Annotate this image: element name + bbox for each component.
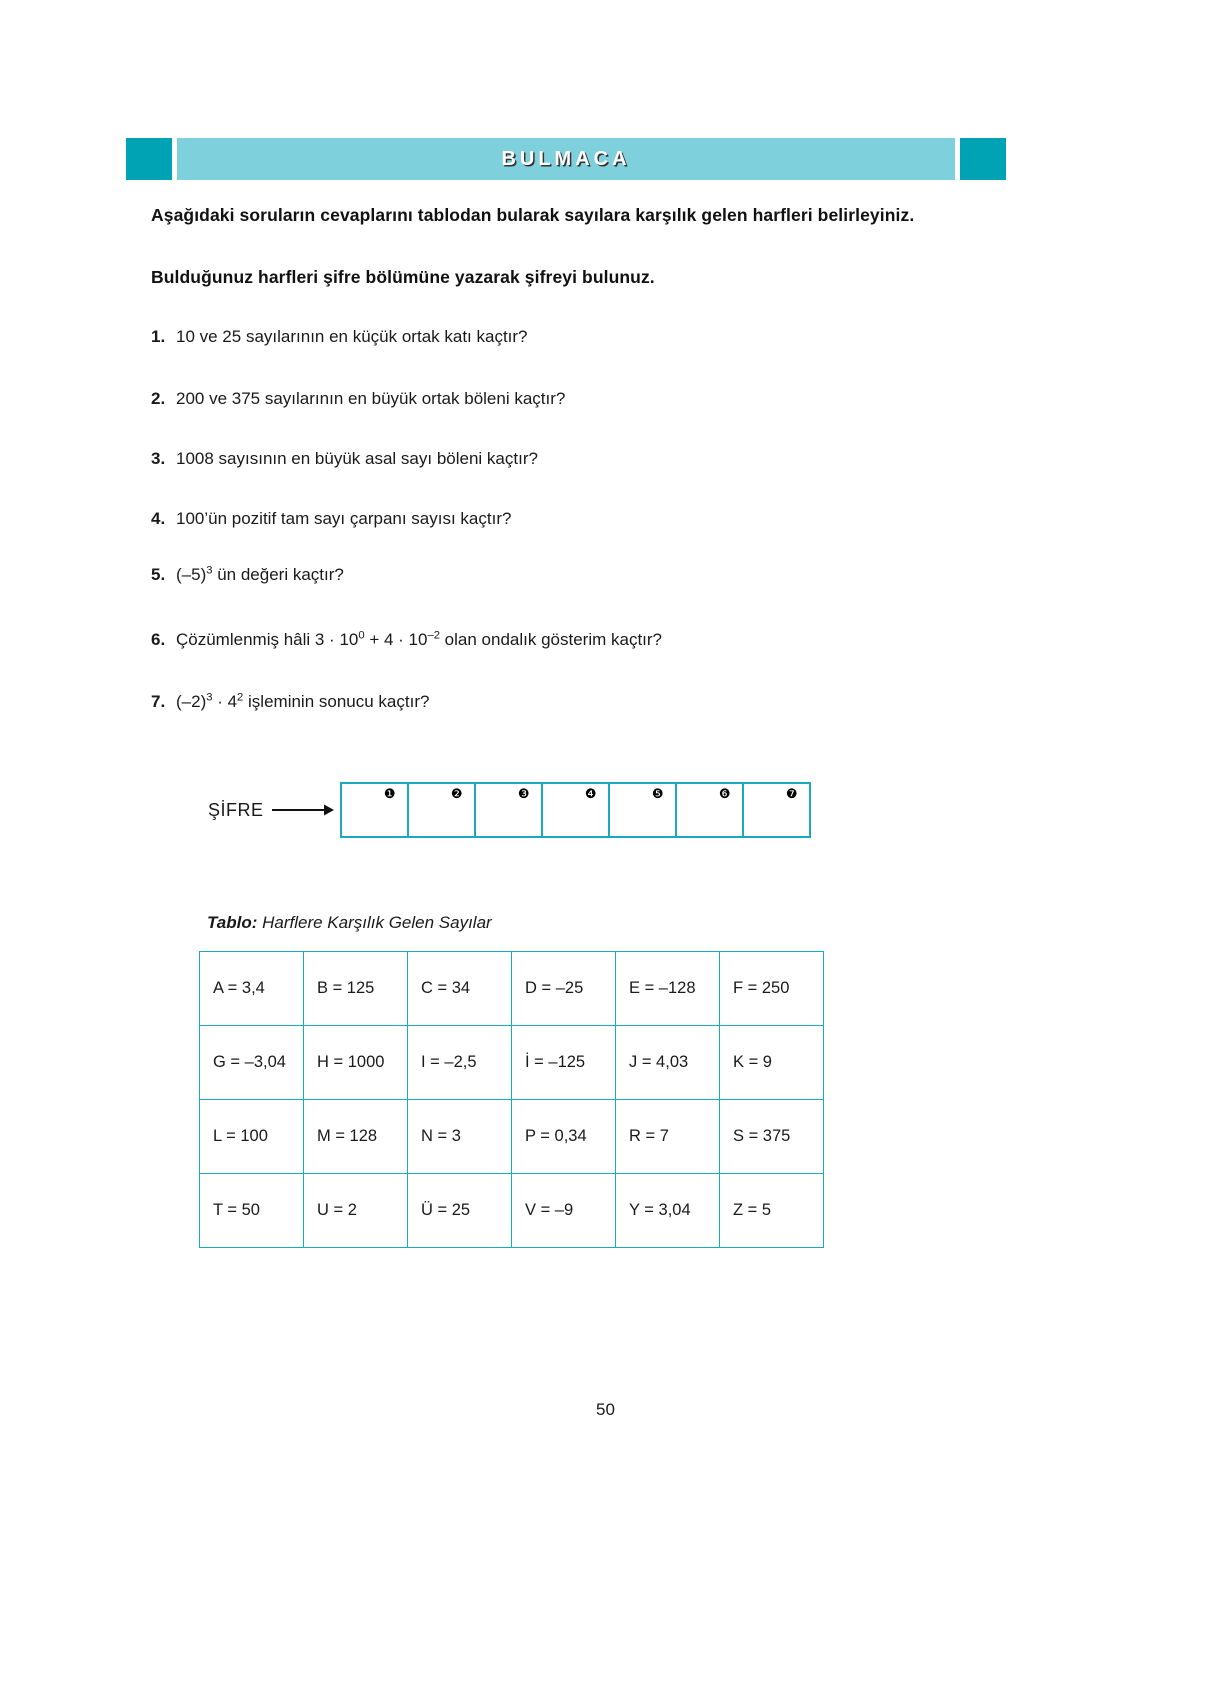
cipher-cell-marker: ❷ <box>450 786 463 801</box>
table-cell: A = 3,4 <box>200 952 304 1026</box>
question-text: $(-5)^3$ ün değeri kaçtır? <box>176 564 344 584</box>
question-number: 5. <box>151 565 166 584</box>
table-cell: B = 125 <box>304 952 408 1026</box>
table-cell: K = 9 <box>720 1026 824 1100</box>
table-cell: Ü = 25 <box>408 1174 512 1248</box>
question-item <box>151 327 528 347</box>
question-item <box>151 565 344 585</box>
question-text: $(-2)^3 \cdot 4^2$ işleminin sonucu kaçtır? <box>176 691 430 711</box>
cipher-row <box>208 782 811 838</box>
question-text: 200 ve 375 sayılarının en büyük ortak böleni kaçtır? <box>176 389 566 408</box>
question-number: 7. <box>151 692 166 711</box>
question-item <box>151 389 565 409</box>
table-cell: J = 4,03 <box>616 1026 720 1100</box>
table-row <box>200 1026 824 1100</box>
question-number: 1. <box>151 327 166 346</box>
table-cell: T = 50 <box>200 1174 304 1248</box>
cipher-cell[interactable] <box>342 784 409 836</box>
table-row <box>200 1100 824 1174</box>
table-cell: F = 250 <box>720 952 824 1026</box>
cipher-grid <box>340 782 811 838</box>
question-number: 3. <box>151 449 166 468</box>
table-cell: L = 100 <box>200 1100 304 1174</box>
table-caption-text: Harflere Karşılık Gelen Sayılar <box>262 913 492 932</box>
table-cell: E = –128 <box>616 952 720 1026</box>
table-cell: N = 3 <box>408 1100 512 1174</box>
table-cell: İ = –125 <box>512 1026 616 1100</box>
table-cell: I = –2,5 <box>408 1026 512 1100</box>
table-cell: P = 0,34 <box>512 1100 616 1174</box>
table-cell: Z = 5 <box>720 1174 824 1248</box>
cipher-cell[interactable] <box>409 784 476 836</box>
cipher-cell[interactable] <box>476 784 543 836</box>
page-title: BULMACA <box>501 147 631 170</box>
page-header-banner <box>126 138 1006 180</box>
question-item <box>151 449 538 469</box>
question-text: 10 ve 25 sayılarının en küçük ortak katı kaçtır? <box>176 327 528 346</box>
cipher-cell-marker: ❶ <box>383 786 396 801</box>
letters-values-table <box>199 951 824 1248</box>
cipher-label: ŞİFRE <box>208 799 264 820</box>
question-item <box>151 630 662 650</box>
question-text: Çözümlenmiş hâli $3 \cdot 10^0 + 4 \cdot 10^{-2}$ olan ondalık gösterim kaçtır? <box>176 629 663 649</box>
cipher-cell[interactable] <box>610 784 677 836</box>
question-item <box>151 692 429 712</box>
table-cell: R = 7 <box>616 1100 720 1174</box>
cipher-cell[interactable] <box>543 784 610 836</box>
table-cell: C = 34 <box>408 952 512 1026</box>
cipher-cell-marker: ❻ <box>718 786 731 801</box>
cipher-cell-marker: ❼ <box>785 786 798 801</box>
cipher-cell-marker: ❺ <box>651 786 664 801</box>
table-caption-label: Tablo: <box>207 913 258 932</box>
page-number: 50 <box>596 1400 615 1419</box>
table-caption <box>207 913 492 933</box>
table-row <box>200 952 824 1026</box>
question-item <box>151 509 511 529</box>
table-cell: G = –3,04 <box>200 1026 304 1100</box>
question-text: 1008 sayısının en büyük asal sayı böleni kaçtır? <box>176 449 538 468</box>
instruction-line-1: Aşağıdaki soruların cevaplarını tablodan bularak sayılara karşılık gelen harfleri belirleyiniz. <box>151 205 915 225</box>
question-text: 100’ün pozitif tam sayı çarpanı sayısı kaçtır? <box>176 509 512 528</box>
table-cell: V = –9 <box>512 1174 616 1248</box>
question-number: 6. <box>151 630 166 649</box>
cipher-cell-marker: ❸ <box>517 786 530 801</box>
table-cell: U = 2 <box>304 1174 408 1248</box>
question-number: 2. <box>151 389 166 408</box>
banner-left-cap <box>126 138 172 180</box>
cipher-cell-marker: ❹ <box>584 786 597 801</box>
question-number: 4. <box>151 509 166 528</box>
table-cell: Y = 3,04 <box>616 1174 720 1248</box>
table-row <box>200 1174 824 1248</box>
cipher-cell[interactable] <box>744 784 811 836</box>
banner-title-band <box>177 138 955 180</box>
table-cell: H = 1000 <box>304 1026 408 1100</box>
arrow-right-icon <box>272 801 334 819</box>
cipher-cell[interactable] <box>677 784 744 836</box>
table-cell: M = 128 <box>304 1100 408 1174</box>
table-cell: S = 375 <box>720 1100 824 1174</box>
table-cell: D = –25 <box>512 952 616 1026</box>
banner-right-cap <box>960 138 1006 180</box>
instruction-line-2: Bulduğunuz harfleri şifre bölümüne yazarak şifreyi bulunuz. <box>151 267 655 287</box>
